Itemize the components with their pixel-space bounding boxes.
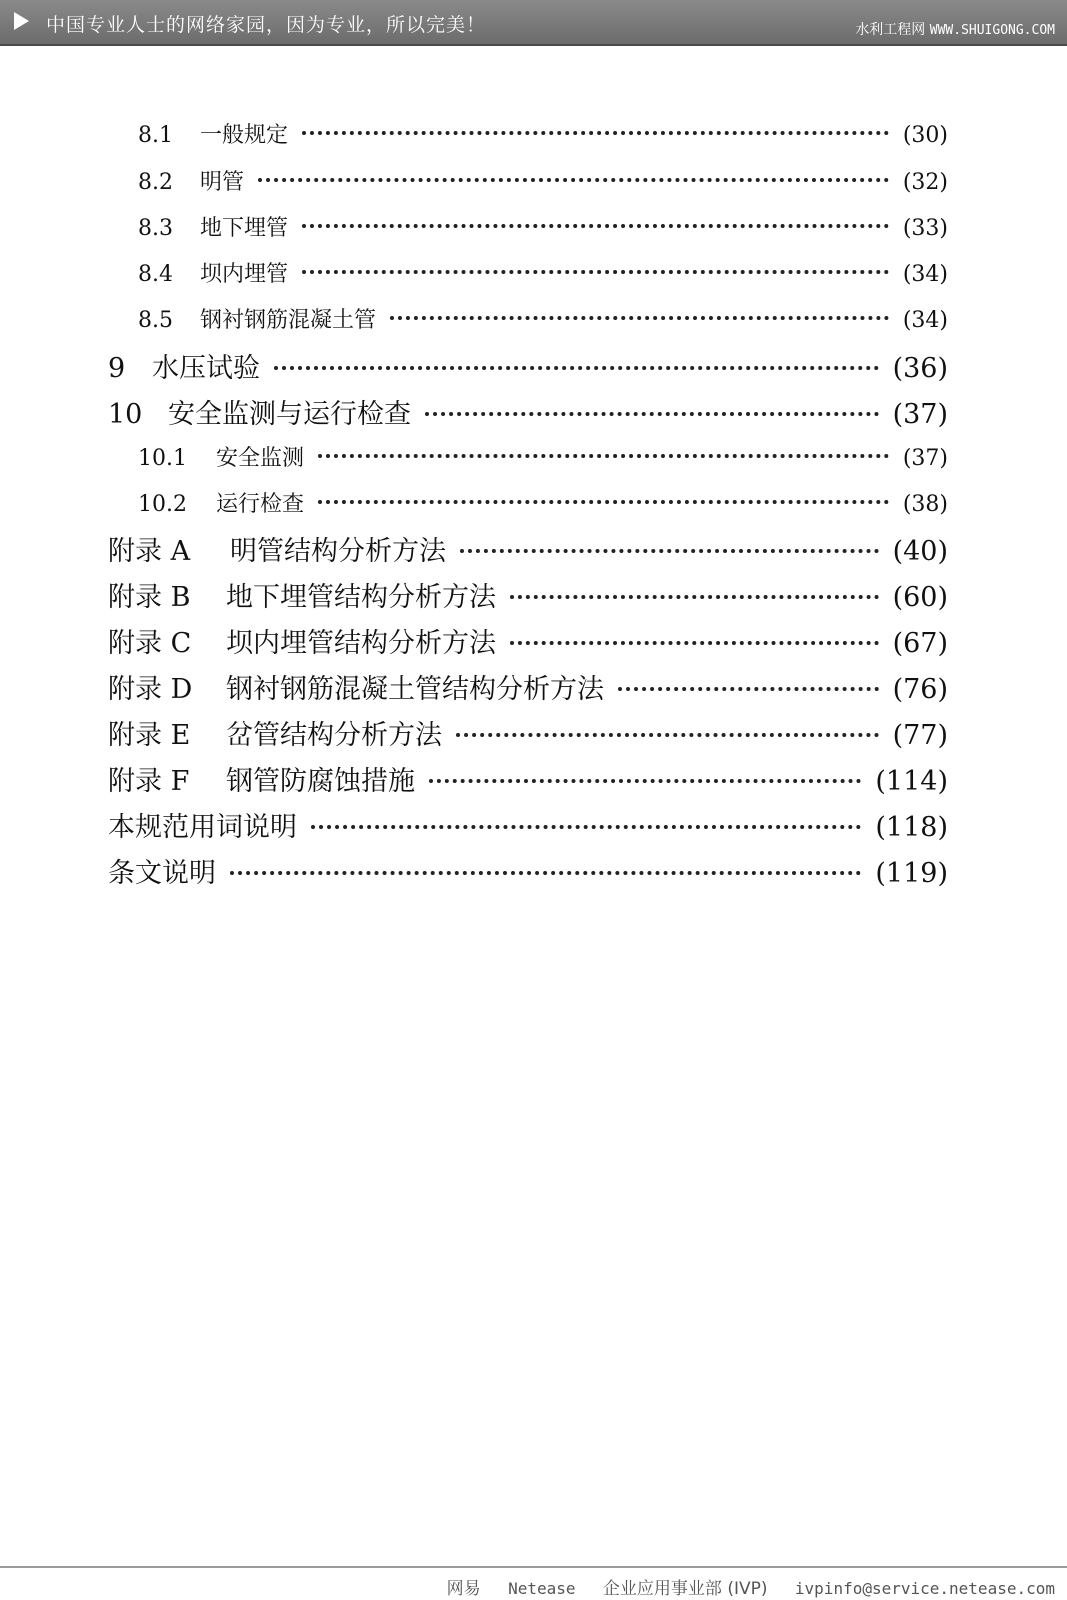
toc-dot-leader: [302, 270, 889, 274]
toc-entry-page: (34): [902, 262, 948, 287]
site-url: WWW.SHUIGONG.COM: [929, 23, 1055, 38]
footer-department: 企业应用事业部 (IVP): [602, 1579, 768, 1599]
toc-entry: [108, 392, 948, 431]
toc-entry-page: (77): [892, 720, 948, 751]
toc-entry-number: 附录 E: [108, 720, 191, 751]
toc-dot-leader: [390, 316, 889, 320]
footer: [447, 1574, 1055, 1599]
footer-divider: [0, 1566, 1067, 1568]
toc-entry-title: 一般规定: [200, 123, 289, 148]
toc-dot-leader: [510, 595, 879, 599]
toc-entry-page: (60): [892, 582, 948, 613]
toc-entry: [108, 346, 948, 385]
toc-dot-leader: [230, 871, 861, 875]
footer-email[interactable]: ivpinfo@service.netease.com: [794, 1579, 1055, 1598]
toc-entry-title: 岔管结构分析方法: [226, 720, 442, 751]
toc-entry-number: 10.2: [138, 492, 187, 517]
toc-entry-page: (114): [875, 766, 948, 797]
toc-entry-number: 8.1: [138, 123, 173, 148]
toc-entry-title: 明管结构分析方法: [230, 536, 446, 567]
toc-entry-number: 附录 A: [108, 536, 191, 567]
toc-entry-title: 本规范用词说明: [108, 812, 297, 843]
toc-entry-number: 8.5: [138, 308, 173, 333]
toc-entry-title: 钢衬钢筋混凝土管结构分析方法: [226, 674, 604, 705]
toc-entry-title: 坝内埋管: [200, 262, 289, 287]
toc-entry: [108, 575, 948, 614]
toc-entry: [138, 441, 948, 472]
toc-entry-page: (38): [902, 492, 948, 517]
toc-entry-page: (67): [892, 628, 948, 659]
toc-dot-leader: [302, 224, 889, 228]
toc-dot-leader: [258, 178, 889, 182]
toc-dot-leader: [302, 131, 889, 135]
toc-entry-number: 8.4: [138, 262, 173, 287]
toc-entry-title: 钢衬钢筋混凝土管: [200, 308, 377, 333]
toc-entry: [138, 487, 948, 518]
toc-entry: [138, 303, 948, 334]
toc-dot-leader: [460, 549, 879, 553]
toc-dot-leader: [510, 641, 879, 645]
toc-entry: [108, 713, 948, 752]
toc-dot-leader: [618, 687, 879, 691]
toc-entry-page: (32): [902, 170, 948, 195]
toc-entry-page: (119): [875, 858, 948, 889]
toc-entry-title: 安全监测与运行检查: [168, 399, 411, 430]
toc-entry-number: 8.3: [138, 216, 173, 241]
toc-entry-page: (34): [902, 308, 948, 333]
toc-entry: [138, 165, 948, 196]
toc-dot-leader: [425, 412, 879, 416]
toc-entry-title: 水压试验: [152, 353, 260, 384]
toc-entry: [138, 118, 948, 149]
toc-dot-leader: [456, 733, 879, 737]
toc-entry-page: (118): [875, 812, 948, 843]
toc-entry-number: 附录 D: [108, 674, 193, 705]
toc-dot-leader: [274, 366, 879, 370]
toc-entry-page: (37): [892, 399, 948, 430]
toc-entry-number: 附录 B: [108, 582, 191, 613]
toc-entry-title: 地下埋管: [200, 216, 289, 241]
toc-entry-number: 10: [108, 399, 143, 430]
toc-entry-page: (76): [892, 674, 948, 705]
toc-entry-title: 条文说明: [108, 858, 216, 889]
toc-dot-leader: [318, 454, 889, 458]
toc-entry-title: 明管: [200, 170, 245, 195]
toc-entry-page: (30): [902, 123, 948, 148]
toc-entry-page: (40): [892, 536, 948, 567]
toc-entry: [108, 667, 948, 706]
toc-dot-leader: [311, 825, 861, 829]
toc-entry-title: 钢管防腐蚀措施: [226, 766, 415, 797]
toc-entry-number: 9: [108, 353, 126, 384]
toc-entry-number: 附录 F: [108, 766, 190, 797]
toc-entry: [108, 851, 948, 890]
toc-entry-title: 坝内埋管结构分析方法: [226, 628, 496, 659]
toc-entry: [108, 805, 948, 844]
banner-slogan: 中国专业人士的网络家园，因为专业，所以完美！: [46, 14, 487, 36]
site-name: 水利工程网: [855, 22, 926, 38]
toc-entry: [108, 529, 948, 568]
footer-company-cn: 网易: [446, 1579, 481, 1599]
toc-entry: [138, 211, 948, 242]
toc-entry-page: (33): [902, 216, 948, 241]
toc-entry-number: 10.1: [138, 446, 187, 471]
toc-entry: [138, 257, 948, 288]
toc-entry: [108, 759, 948, 798]
toc-entry-title: 地下埋管结构分析方法: [226, 582, 496, 613]
toc-dot-leader: [318, 500, 889, 504]
toc-entry: [108, 621, 948, 660]
toc-entry-number: 附录 C: [108, 628, 192, 659]
toc-entry-page: (36): [892, 353, 948, 384]
toc-entry-title: 运行检查: [216, 492, 305, 517]
toc-entry-title: 安全监测: [216, 446, 305, 471]
toc-entry-page: (37): [902, 446, 948, 471]
toc-entry-number: 8.2: [138, 170, 173, 195]
toc-dot-leader: [429, 779, 861, 783]
footer-company-en: Netease: [508, 1579, 576, 1598]
